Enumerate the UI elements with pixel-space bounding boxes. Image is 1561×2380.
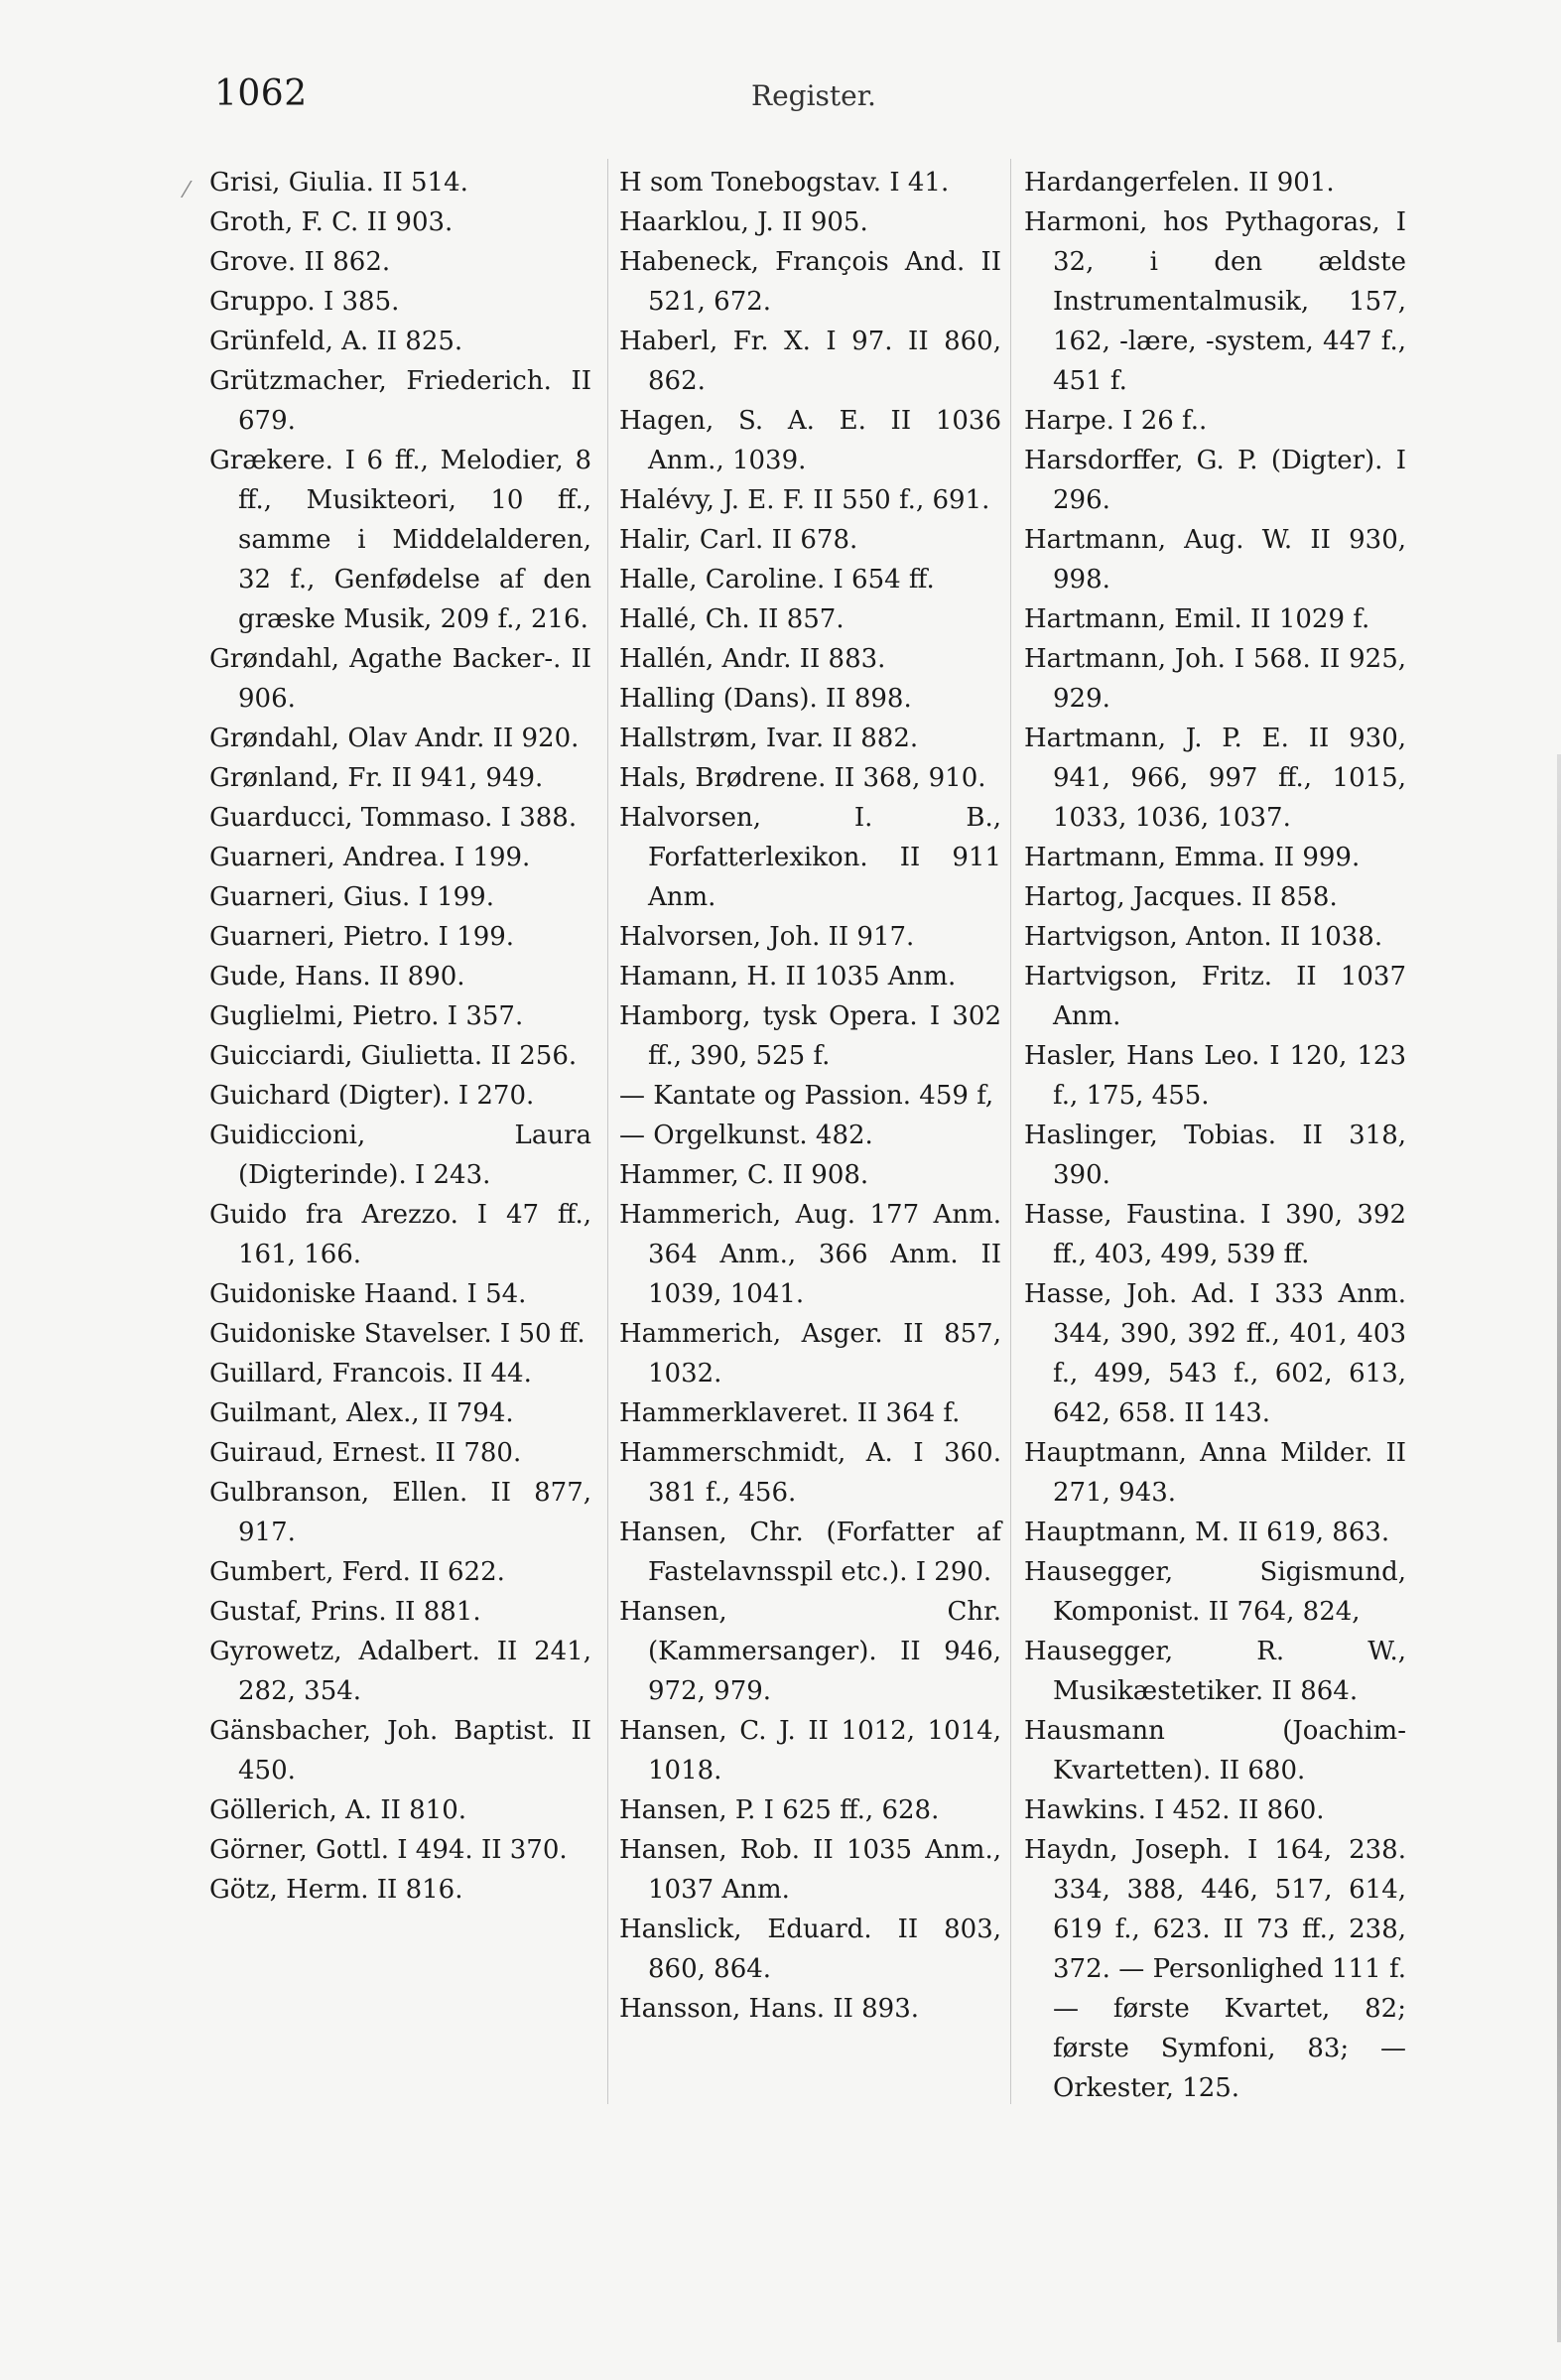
index-entry: Hamborg, tysk Opera. I 302 ff., 390, 525 f. [619,1001,1001,1071]
index-entry: Hartvigson, Fritz. II 1037 Anm. [1024,962,1406,1031]
index-entry: Haslinger, Tobias. II 318, 390. [1024,1121,1406,1190]
index-entry: Hasse, Joh. Ad. I 333 Anm. 344, 390, 392 ff., 401, 403 f., 499, 543 f., 602, 613, 642, 658. II 143. [1024,1279,1406,1428]
index-column-1 [209,163,591,1910]
index-entry: Guido fra Arezzo. I 47 ff., 161, 166. [209,1200,591,1269]
margin-mark: ⁄ [185,179,189,203]
index-entry: Hauptmann, M. II 619, 863. [1024,1518,1390,1547]
index-column-3 [1024,163,1406,2108]
index-entry: Hammerschmidt, A. I 360. 381 f., 456. [619,1438,1001,1508]
index-entry: — Kantate og Passion. 459 f, [619,1081,994,1111]
index-entry: Hallstrøm, Ivar. II 882. [619,724,919,753]
index-entry: Harpe. I 26 f.. [1024,406,1208,436]
index-entry: Hansson, Hans. II 893. [619,1994,920,2024]
index-entry: Hartmann, Aug. W. II 930, 998. [1024,525,1406,595]
index-entry: Guiraud, Ernest. II 780. [209,1438,522,1468]
index-entry: Grove. II 862. [209,247,391,277]
index-entry: Gruppo. I 385. [209,287,400,317]
index-entry: Hawkins. I 452. II 860. [1024,1795,1325,1825]
page-number: 1062 [214,73,308,114]
page-edge-shadow [1557,754,1561,2342]
index-entry: Grønland, Fr. II 941, 949. [209,763,544,793]
index-entry: Gyrowetz, Adalbert. II 241, 282, 354. [209,1637,591,1706]
index-entry: Groth, F. C. II 903. [209,207,454,237]
index-entry: Gumbert, Ferd. II 622. [209,1557,505,1587]
index-entry: Hammer, C. II 908. [619,1160,869,1190]
index-entry: Götz, Herm. II 816. [209,1875,463,1905]
index-entry: Guarneri, Gius. I 199. [209,882,494,912]
index-entry: Hartmann, Joh. I 568. II 925, 929. [1024,644,1406,714]
index-entry: Halévy, J. E. F. II 550 f., 691. [619,485,990,515]
index-entry: Hartmann, Emma. II 999. [1024,843,1361,872]
index-entry: Görner, Gottl. I 494. II 370. [209,1835,568,1865]
index-entry: Hamann, H. II 1035 Anm. [619,962,957,992]
index-entry: Guarducci, Tommaso. I 388. [209,803,578,833]
index-entry: Hartmann, J. P. E. II 930, 941, 966, 997 ff., 1015, 1033, 1036, 1037. [1024,724,1406,833]
index-entry: Halvorsen, I. B., Forfatterlexikon. II 911 Anm. [619,803,1001,912]
index-entry: Hammerich, Asger. II 857, 1032. [619,1319,1001,1388]
index-entry: Halir, Carl. II 678. [619,525,858,555]
index-entry: Haarklou, J. II 905. [619,207,868,237]
index-entry: Gänsbacher, Joh. Baptist. II 450. [209,1716,591,1785]
index-entry: Hammerich, Aug. 177 Anm. 364 Anm., 366 Anm. II 1039, 1041. [619,1200,1001,1309]
index-entry: Hardangerfelen. II 901. [1024,168,1335,198]
index-entry: Haydn, Joseph. I 164, 238. 334, 388, 446, 517, 614, 619 f., 623. II 73 ff., 238, 372. — Personlighed 111 f. — første Kvartet, 82; første Symfoni, 83; — Orkester, 125. [1024,1835,1406,2103]
index-entry: Guidoniske Haand. I 54. [209,1279,527,1309]
index-entry: Hansen, C. J. II 1012, 1014, 1018. [619,1716,1001,1785]
running-head: Register. [751,79,876,112]
index-entry: Hansen, Rob. II 1035 Anm., 1037 Anm. [619,1835,1001,1905]
index-entry: Grøndahl, Agathe Backer-. II 906. [209,644,591,714]
column-divider [1010,159,1011,2104]
index-entry: Guidoniske Stavelser. I 50 ff. [209,1319,585,1349]
index-entry: Hanslick, Eduard. II 803, 860, 864. [619,1915,1001,1984]
index-entry: Guicciardi, Giulietta. II 256. [209,1041,578,1071]
index-entry: Hallén, Andr. II 883. [619,644,886,674]
index-entry: Grützmacher, Friederich. II 679. [209,366,591,436]
index-entry: Haberl, Fr. X. I 97. II 860, 862. [619,327,1001,396]
index-entry: Hausmann (Joachim-Kvartetten). II 680. [1024,1716,1406,1785]
index-entry: Hartog, Jacques. II 858. [1024,882,1338,912]
index-entry: Halvorsen, Joh. II 917. [619,922,915,952]
index-entry: Hammerklaveret. II 364 f. [619,1398,961,1428]
index-entry: Hagen, S. A. E. II 1036 Anm., 1039. [619,406,1001,475]
index-entry: Grünfeld, A. II 825. [209,327,463,356]
column-divider [607,159,608,2104]
index-entry: Guichard (Digter). I 270. [209,1081,535,1111]
index-entry: Hansen, P. I 625 ff., 628. [619,1795,940,1825]
index-entry: Göllerich, A. II 810. [209,1795,467,1825]
index-entry: Halling (Dans). II 898. [619,684,912,714]
index-entry: Guillard, Francois. II 44. [209,1359,532,1388]
index-entry: Hasse, Faustina. I 390, 392 ff., 403, 499, 539 ff. [1024,1200,1406,1269]
index-entry: — Orgelkunst. 482. [619,1121,873,1150]
index-entry: Habeneck, François And. II 521, 672. [619,247,1001,317]
index-entry: Guarneri, Andrea. I 199. [209,843,531,872]
index-entry: Gude, Hans. II 890. [209,962,465,992]
index-entry: Gustaf, Prins. II 881. [209,1597,481,1627]
index-entry: Hartmann, Emil. II 1029 f. [1024,604,1370,634]
index-entry: Grisi, Giulia. II 514. [209,168,468,198]
index-entry: H som Tonebogstav. I 41. [619,168,950,198]
index-entry: Harsdorffer, G. P. (Digter). I 296. [1024,446,1406,515]
index-entry: Hausegger, R. W., Musikæstetiker. II 864. [1024,1637,1406,1706]
index-entry: Hasler, Hans Leo. I 120, 123 f., 175, 455. [1024,1041,1406,1111]
index-entry: Hartvigson, Anton. II 1038. [1024,922,1383,952]
index-entry: Hauptmann, Anna Milder. II 271, 943. [1024,1438,1406,1508]
index-entry: Guilmant, Alex., II 794. [209,1398,514,1428]
index-entry: Hansen, Chr. (Forfatter af Fastelavnsspil etc.). I 290. [619,1518,1001,1587]
index-entry: Gulbranson, Ellen. II 877, 917. [209,1478,591,1547]
index-entry: Guidiccioni, Laura (Digterinde). I 243. [209,1121,591,1190]
index-entry: Guarneri, Pietro. I 199. [209,922,515,952]
index-entry: Hals, Brødrene. II 368, 910. [619,763,986,793]
index-entry: Hallé, Ch. II 857. [619,604,845,634]
index-column-2 [619,163,1001,2029]
index-entry: Hansen, Chr. (Kammersanger). II 946, 972, 979. [619,1597,1001,1706]
index-entry: Grækere. I 6 ff., Melodier, 8 ff., Musikteori, 10 ff., samme i Middelalderen, 32 f., Genfødelse af den græske Musik, 209 f., 216. [209,446,591,634]
index-entry: Grøndahl, Olav Andr. II 920. [209,724,580,753]
index-entry: Guglielmi, Pietro. I 357. [209,1001,524,1031]
index-entry: Harmoni, hos Pythagoras, I 32, i den ældste Instrumentalmusik, 157, 162, -lære, -system, 447 f., 451 f. [1024,207,1406,396]
index-entry: Halle, Caroline. I 654 ff. [619,565,935,595]
index-entry: Hausegger, Sigismund, Komponist. II 764, 824, [1024,1557,1406,1627]
